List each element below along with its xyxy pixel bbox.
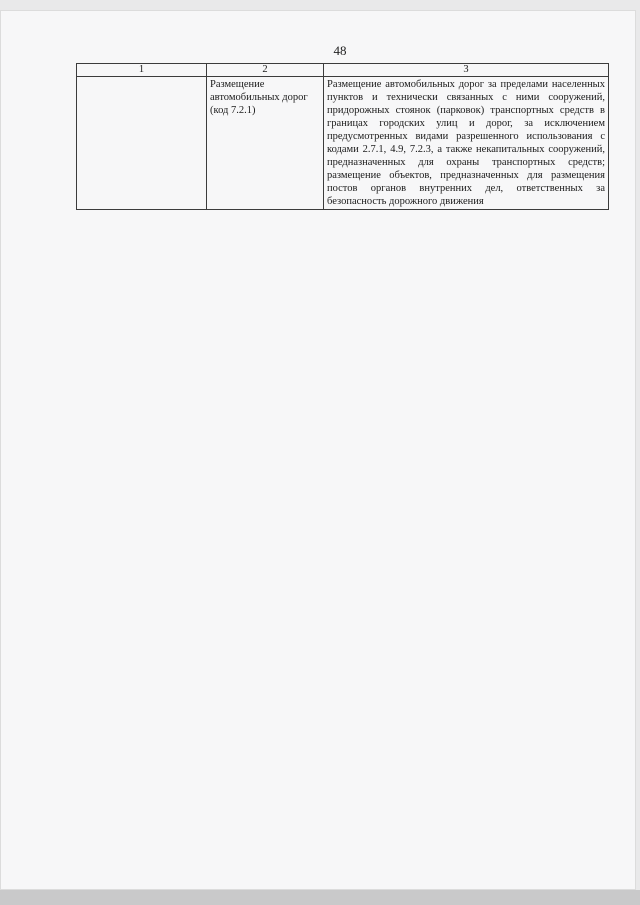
table-header-row <box>77 64 609 77</box>
table-cell-zone <box>77 77 207 210</box>
land-use-table <box>76 63 609 210</box>
page-number: 48 <box>333 43 347 58</box>
table-row <box>77 77 609 210</box>
table-cell-use-name: Размещение автомобильных дорог (код 7.2.1) <box>207 77 324 210</box>
table-header-cell: 3 <box>324 64 609 77</box>
table-header-cell: 2 <box>207 64 324 77</box>
document-page <box>0 10 636 890</box>
table-header-cell: 1 <box>77 64 207 77</box>
table-cell-description: Размещение автомобильных дорог за пределами населенных пунктов и технически связанных с ними сооружений, придорожных стоянок (парковок) транспортных средств в границах городских улиц и дорог, за исключением предусмотренных видами разрешенного использования с кодами 2.7.1, 4.9, 7.2.3, а также некапитальных сооружений, предназначенных для охраны транспортных средств; размещение объектов, предназначенных для размещения постов органов внутренних дел, ответственных за безопасность дорожного движения <box>324 77 609 210</box>
scan-bottom-edge <box>0 890 640 905</box>
